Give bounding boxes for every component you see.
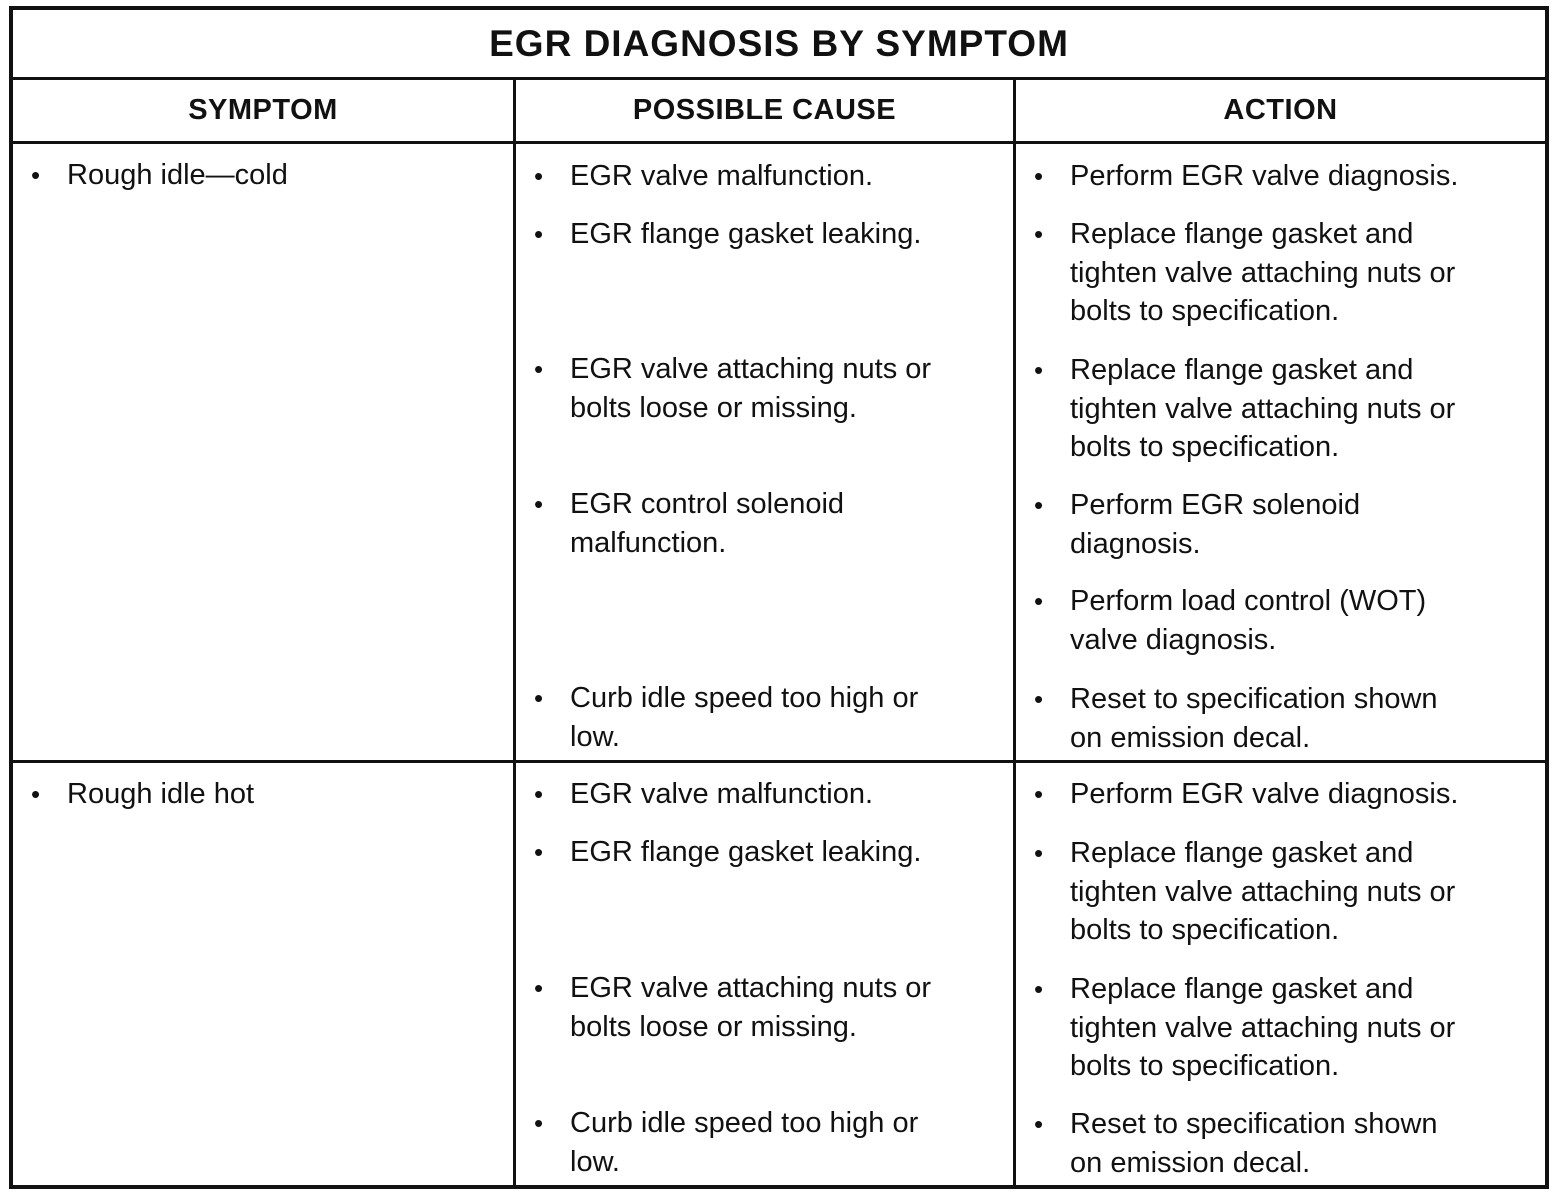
row-1-action-cell [1016, 147, 1545, 760]
row-2-cause-cell [516, 763, 1013, 1185]
cause-text: EGR control solenoid malfunction. [570, 488, 845, 559]
list-item [1016, 486, 1545, 563]
cause-text: EGR flange gasket leaking. [570, 836, 922, 868]
list-item [1016, 970, 1545, 1086]
action-text: Replace flange gasket and tighten valve attaching nuts or bolts to specification. [1070, 354, 1456, 463]
list-item [1016, 351, 1545, 467]
bullet-icon: • [534, 354, 544, 384]
list-item [1016, 1105, 1545, 1182]
bullet-icon: • [1034, 161, 1044, 191]
action-text: Perform EGR solenoid diagnosis. [1070, 489, 1361, 560]
list-item [516, 157, 1013, 196]
bullet-icon: • [534, 683, 544, 713]
bullet-icon: • [534, 1108, 544, 1138]
bullet-icon: • [1034, 974, 1044, 1004]
bullet-icon: • [1034, 684, 1044, 714]
symptom-text: Rough idle—cold [67, 159, 288, 191]
bullet-icon: • [1034, 838, 1044, 868]
header-symptom: SYMPTOM [188, 94, 338, 126]
action-text: Perform EGR valve diagnosis. [1070, 778, 1459, 810]
list-item [516, 833, 1013, 872]
list-item [516, 1104, 1013, 1181]
bullet-icon: • [534, 219, 544, 249]
bullet-icon: • [1034, 586, 1044, 616]
header-possible-cause: POSSIBLE CAUSE [632, 94, 897, 126]
row-2-symptom-cell [13, 763, 513, 1185]
bullet-icon: • [1034, 1109, 1044, 1139]
symptom-text: Rough idle hot [67, 778, 255, 810]
bullet-icon: • [534, 489, 544, 519]
list-item [516, 215, 1013, 254]
action-text: Replace flange gasket and tighten valve attaching nuts or bolts to specification. [1070, 218, 1456, 327]
cause-text: Curb idle speed too high or low. [570, 682, 919, 753]
list-item [13, 156, 513, 195]
row-1-symptom-cell [13, 147, 513, 760]
bullet-icon: • [31, 160, 41, 190]
list-item [1016, 680, 1545, 757]
list-item [1016, 775, 1545, 814]
egr-diagnosis-table [9, 6, 1549, 1189]
list-item [1016, 582, 1545, 659]
action-text: Replace flange gasket and tighten valve attaching nuts or bolts to specification. [1070, 973, 1456, 1082]
list-item [516, 485, 1013, 562]
header-action: ACTION [1223, 94, 1338, 126]
cause-text: Curb idle speed too high or low. [570, 1107, 919, 1178]
row-1-cause-cell [516, 147, 1013, 760]
action-text: Reset to specification shown on emission decal. [1070, 1108, 1438, 1179]
list-item [516, 679, 1013, 756]
list-item [516, 969, 1013, 1046]
cause-text: EGR valve malfunction. [570, 778, 874, 810]
table-title: EGR DIAGNOSIS BY SYMPTOM [13, 10, 1545, 80]
cause-text: EGR valve attaching nuts or bolts loose or missing. [570, 972, 932, 1043]
action-text: Reset to specification shown on emission decal. [1070, 683, 1438, 754]
bullet-icon: • [1034, 219, 1044, 249]
bullet-icon: • [534, 837, 544, 867]
bullet-icon: • [1034, 355, 1044, 385]
bullet-icon: • [1034, 779, 1044, 809]
action-text: Perform load control (WOT) valve diagnosis. [1070, 585, 1427, 656]
list-item [1016, 157, 1545, 196]
list-item [1016, 215, 1545, 331]
bullet-icon: • [534, 973, 544, 1003]
list-item [516, 350, 1013, 427]
list-item [516, 775, 1013, 814]
bullet-icon: • [31, 779, 41, 809]
cause-text: EGR valve attaching nuts or bolts loose or missing. [570, 353, 932, 424]
bullet-icon: • [534, 161, 544, 191]
list-item [1016, 834, 1545, 950]
cause-text: EGR valve malfunction. [570, 160, 874, 192]
action-text: Perform EGR valve diagnosis. [1070, 160, 1459, 192]
action-text: Replace flange gasket and tighten valve attaching nuts or bolts to specification. [1070, 837, 1456, 946]
bullet-icon: • [1034, 490, 1044, 520]
cause-text: EGR flange gasket leaking. [570, 218, 922, 250]
table-header-row [13, 80, 1545, 144]
row-2-action-cell [1016, 763, 1545, 1185]
list-item [13, 775, 513, 814]
bullet-icon: • [534, 779, 544, 809]
